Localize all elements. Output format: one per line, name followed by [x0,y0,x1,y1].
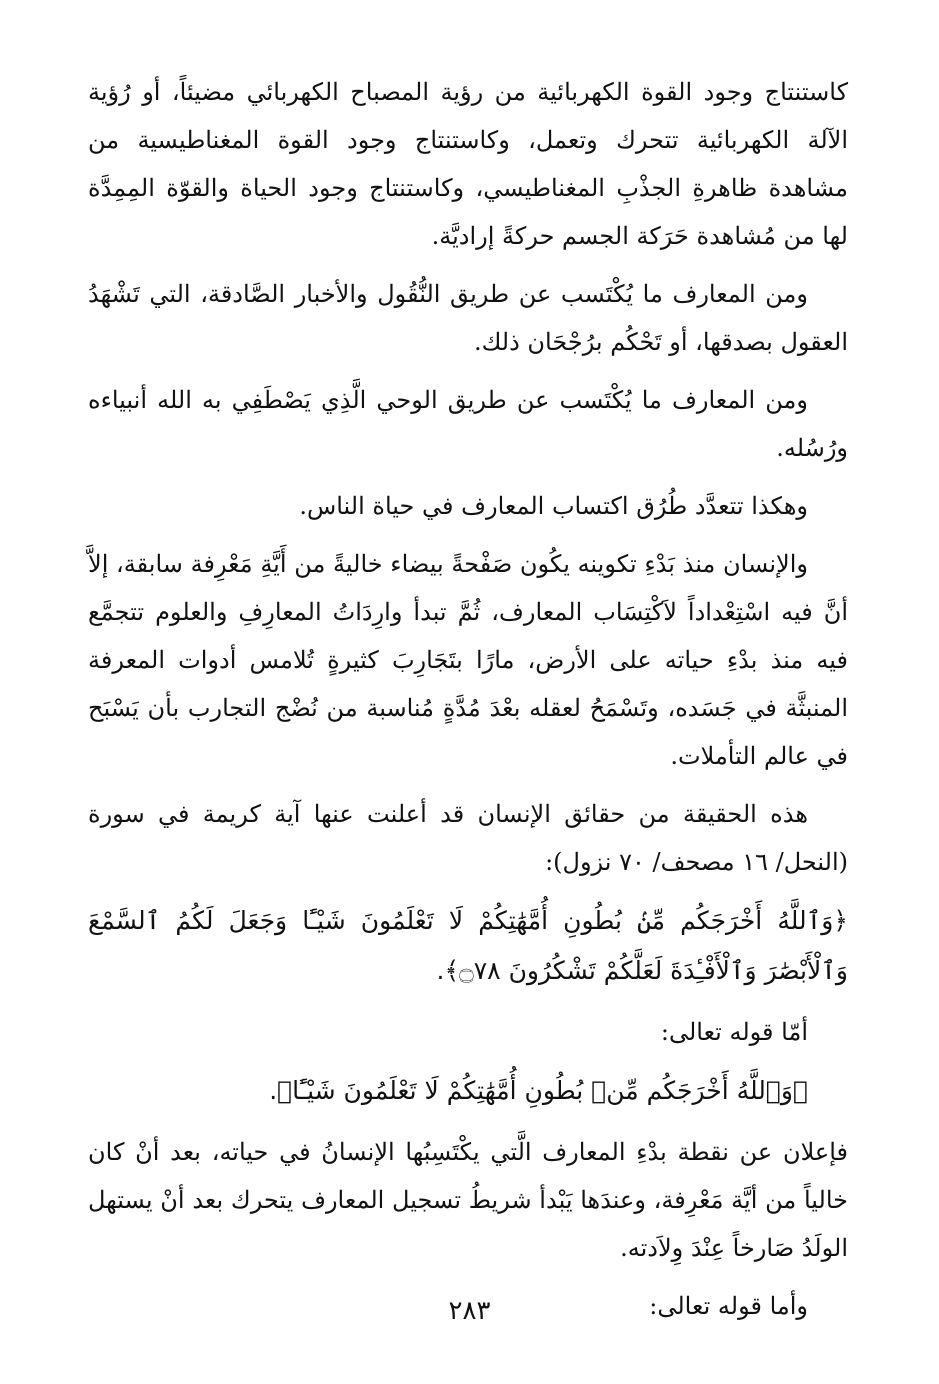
page-number: ٢٨٣ [448,1296,491,1326]
paragraph-3: ومن المعارف ما يُكْتَسب عن طريق الوحي الَّذِي يَصْطَفِي به الله أنبياءه ورُسُله. [88,386,848,462]
intro-2: وأما قوله تعالى: [649,1292,808,1320]
paragraph-after: فإعلان عن نقطة بدْءِ المعارف الَّتي يكْتَسِبُها الإنسانُ في حياته، بعد أنْ كان خالياً من أيَّة مَعْرِفة، وعندَها يَبْدأ شريطُ تسجيل المعارف يتحرك بعد أنْ يستهل الولَدُ صَارخاً عِنْدَ وِلاَدته. [88,1138,848,1262]
paragraph-6: هذه الحقيقة من حقائق الإنسان قد أعلنت عنها آية كريمة في سورة (النحل/ ١٦ مصحف/ ٧٠ نزول): [88,800,848,876]
quran-verse-full: ﴿وَٱللَّهُ أَخْرَجَكُم مِّنۢ بُطُونِ أُمَّهَٰتِكُمْ لَا تَعْلَمُونَ شَيْـًٔا وَجَعَلَ لَكُمُ ٱلسَّمْعَ وَٱلْأَبْصَٰرَ وَٱلْأَفْـِٔدَةَ لَعَلَّكُمْ تَشْكُرُونَ ۝٧٨﴾. [88,906,848,985]
intro-1: أمّا قوله تعالى: [660,1018,808,1046]
paragraph-2: ومن المعارف ما يُكْتَسب عن طريق النُّقُول والأخبار الصَّادقة، التي تَشْهَدُ العقول بصدقها، أو تَحْكُم برُجْحَان ذلك. [88,280,848,356]
paragraph-4: وهكذا تتعدَّد طُرُق اكتساب المعارف في حياة الناس. [299,492,808,520]
page-body [88,68,848,1340]
paragraph-1: كاستنتاج وجود القوة الكهربائية من رؤية المصباح الكهربائي مضيئاً، أو رُؤية الآلة الكهربائية تتحرك وتعمل، وكاستنتاج وجود القوة المغناطيسية من مشاهدة ظاهرةِ الجذْبِ المغناطيسي، وكاستنتاج وجود الحياة والقوّة المِمِدَّة لها من مُشاهدة حَرَكة الجسم حركةً إراديَّة. [88,78,848,250]
quran-verse-part: ﴿وَٱللَّهُ أَخْرَجَكُم مِّنۢ بُطُونِ أُمَّهَٰتِكُمْ لَا تَعْلَمُونَ شَيْـًٔا﴾. [269,1076,808,1105]
paragraph-5: والإنسان منذ بَدْءِ تكوينه يكُون صَفْحةً بيضاء خاليةً من أَيَّةِ مَعْرِفة سابقة، إلاَّ أنَّ فيه اسْتِعْداداً لاَكْتِسَاب المعارف، ثُمَّ تبدأ وارِدَاتُ المعارِفِ والعلوم تتجمَّع فيه منذ بدْءِ حياته على الأرض، مارًا بتَجَارِبَ كثيرةٍ تُلامس أدوات المعرفة المنبثَّة في جَسَده، وتَسْمَحُ لعقله بعْدَ مُدَّةٍ مُناسبة من نُضْج التجارب بأن يَسْبَح في عالم التأملات. [88,550,849,770]
